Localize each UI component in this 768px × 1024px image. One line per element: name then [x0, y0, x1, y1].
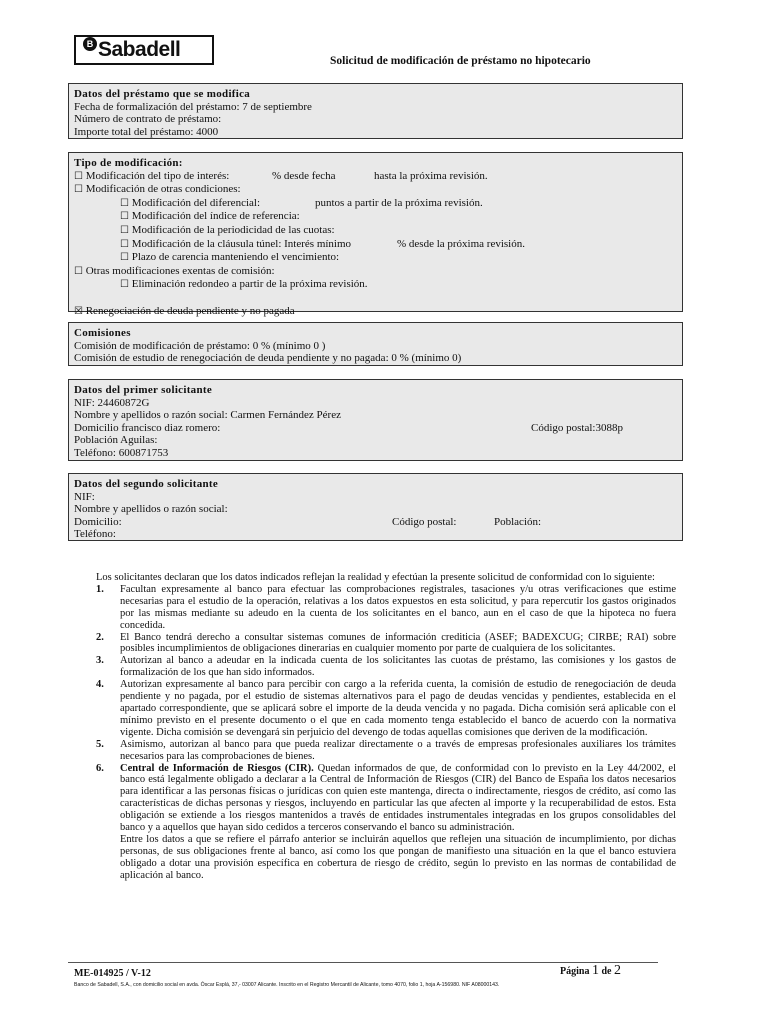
loan-contract: Número de contrato de préstamo:	[74, 113, 222, 126]
applicant1-address-row	[74, 422, 677, 435]
loan-data-section	[68, 83, 683, 139]
applicant1-city: Población Aguilas:	[74, 434, 158, 447]
item-number: 5.	[96, 738, 104, 750]
item-text: Asimismo, autorizan al banco para que pueda realizar directamente o a través de empresas profesionales auxiliares los trámites necesarios para las comprobaciones de bienes.	[120, 738, 676, 762]
applicant2-city: Población:	[494, 515, 542, 528]
item-text: Autorizan expresamente al banco para percibir con cargo a la referida cuenta, la comisión de estudio de renegociación de deuda pendiente y no pagada, por el estudio de sistemas alternativos para el pago de deudas vencidas y pendientes, establecida en el apartado correspondiente, que se aplicará sobre el importe de la deuda vencida y no pagada. Dicha comisión será aplicable con el mínimo previsto en el presente documento o el que en cada momento tenga establecido el banco de acuerdo con la normativa vigente. Dicha comisión se devengará sin perjuicio del devengo de todas aquellas comisiones que deriven de la modificación.	[120, 679, 676, 738]
declaration-item-6-paragraph-2	[96, 834, 676, 882]
applicant2-phone: Teléfono:	[74, 528, 116, 541]
first-applicant-section	[68, 379, 683, 461]
page-number: 1	[591, 963, 599, 978]
applicant2-nif: NIF:	[74, 490, 95, 503]
checkbox-rounding[interactable]: ☐	[120, 279, 129, 291]
item-text: Entre los datos a que se refiere el párrafo anterior se incluirán aquellos que reflejen una situación de incumplimiento, por dichas personas, de sus obligaciones frente al banco, así como los que pongan de manifiesto una situación en la que el banco estuviera obligado a dotar una provisión específica en cobertura de riesgo de crédito, según lo previsto en las normas de contabilidad de aplicación al banco.	[120, 833, 676, 881]
loan-section-title: Datos del préstamo que se modifica	[74, 88, 251, 100]
interest-from-label: % desde fecha	[272, 169, 336, 182]
loan-amount: Importe total del préstamo: 4000	[74, 125, 219, 138]
renegotiation-label: Renegociación de deuda pendiente y no pagada	[85, 304, 295, 317]
checkbox-other-conditions[interactable]: ☐	[74, 184, 83, 196]
fees-section	[68, 322, 683, 366]
applicant1-name: Nombre y apellidos o razón social: Carmen Fernández Pérez	[74, 409, 341, 422]
checkbox-exempt[interactable]: ☐	[74, 265, 83, 277]
second-applicant-section	[68, 473, 683, 541]
checkbox-differential[interactable]: ☐	[120, 197, 129, 209]
declaration-intro: Los solicitantes declaran que los datos indicados reflejan la realidad y efectúan la presente solicitud de conformidad con lo siguiente:	[96, 572, 655, 583]
item-text: El Banco tendrá derecho a consultar sistemas comunes de información crediticia (ASEF; BADEXCUG; CIRBE; RAI) sobre posibles incumplimientos de obligaciones dinerarias en cualquier momento por parte de cualquiera de los solicitantes.	[120, 631, 676, 655]
applicant1-nif: NIF: 24460872G	[74, 396, 150, 409]
checkbox-periodicity[interactable]: ☐	[120, 224, 129, 236]
page-of: de	[601, 966, 612, 977]
applicant2-name: Nombre y apellidos o razón social:	[74, 503, 228, 516]
rounding-label: Eliminación redondeo a partir de la próxima revisión.	[131, 278, 368, 291]
differential-row	[74, 197, 677, 211]
item-number: 6.	[96, 762, 104, 774]
item-text: Facultan expresamente al banco para efectuar las comprobaciones registrales, tasaciones y/u otras verificaciones que estime necesarias para el estudio de la operación, relativas a los datos expuestos en esta solicitud, y para repercutir los gastos originados por las mismas mediante su adeudo en la cuenta de los solicitantes en el banco, aun en el caso de que la hipoteca no fuera concedida.	[120, 583, 676, 631]
sabadell-logo	[74, 35, 214, 65]
checkbox-renegotiation-checked[interactable]: ☒	[74, 305, 83, 317]
cir-heading: Central de Información de Riesgos (CIR).	[120, 762, 314, 774]
reference-index-row	[74, 210, 677, 224]
applicant1-phone: Teléfono: 600871753	[74, 446, 169, 459]
other-conditions-label: Modificación de otras condiciones:	[85, 183, 241, 196]
checkbox-reference-index[interactable]: ☐	[120, 211, 129, 223]
loan-date: Fecha de formalización del préstamo: 7 de septiembre	[74, 100, 312, 113]
declaration-item-6	[96, 763, 676, 834]
declaration-item-2	[96, 632, 676, 656]
modification-section	[68, 152, 683, 317]
item-number: 3.	[96, 655, 104, 667]
interest-until-label: hasta la próxima revisión.	[374, 169, 488, 182]
rounding-row	[74, 278, 677, 292]
grace-row	[74, 251, 677, 265]
tunnel-from-label: % desde la próxima revisión.	[397, 237, 525, 250]
page-label: Página	[560, 966, 590, 977]
checkbox-tunnel[interactable]: ☐	[120, 238, 129, 250]
checkbox-grace[interactable]: ☐	[120, 252, 129, 264]
tunnel-row	[74, 238, 677, 252]
applicant2-postal: Código postal:	[392, 515, 457, 528]
modification-fee: Comisión de modificación de préstamo: 0 % (mínimo 0 )	[74, 339, 326, 352]
interest-label: Modificación del tipo de interés:	[85, 169, 230, 182]
declaration-item-4	[96, 679, 676, 739]
second-applicant-title: Datos del segundo solicitante	[74, 478, 219, 490]
differential-points-label: puntos a partir de la próxima revisión.	[315, 196, 483, 209]
declaration-text	[96, 572, 676, 882]
study-fee: Comisión de estudio de renegociación de deuda pendiente y no pagada: 0 % (mínimo 0)	[74, 352, 462, 365]
declaration-item-3	[96, 655, 676, 679]
interest-row	[74, 170, 677, 184]
reference-index-label: Modificación del índice de referencia:	[131, 210, 300, 223]
checkbox-interest[interactable]: ☐	[74, 170, 83, 182]
logo-text: Sabadell	[98, 38, 181, 61]
applicant2-address-row	[74, 516, 677, 529]
document-title: Solicitud de modificación de préstamo no hipotecario	[330, 55, 591, 67]
periodicity-label: Modificación de la periodicidad de las cuotas:	[131, 223, 335, 236]
page-indicator	[560, 965, 621, 979]
item-number: 4.	[96, 679, 104, 691]
item-number: 1.	[96, 583, 104, 595]
item-text: Quedan informados de que, de conformidad con lo previsto en la Ley 44/2002, el banco está legalmente obligado a declarar a la Central de Información de Riesgos (CIR) del Banco de España los datos necesarios para identificar a las personas físicas o jurídicas con quien este mantenga, directa o indirectamente, riesgos de crédito, así como las características de dichas personas y riesgos, incluyendo en particular las que afecten al importe y la recuperabilidad de estos. Esta obligación se extiende a los riesgos mantenidos a través de entidades instrumentales integradas en los grupos consolidables del banco y a aquellos que hayan sido cedidos a terceros conservando el banco su administración.	[120, 762, 676, 834]
differential-label: Modificación del diferencial:	[131, 196, 260, 209]
applicant1-postal: Código postal:3088p	[531, 421, 623, 434]
other-conditions-row	[74, 183, 677, 197]
footer-divider	[68, 962, 658, 963]
logo-mark-icon: B	[83, 37, 97, 51]
legal-notice: Banco de Sabadell, S.A., con domicilio social en avda. Óscar Esplá, 37,- 03007 Alicante. Inscrito en el Registro Mercantil de Alicante, tomo 4070, folio 1, hoja A-156980. NIF A08000143.	[74, 982, 500, 988]
declaration-item-1	[96, 584, 676, 632]
modification-section-title: Tipo de modificación:	[74, 157, 183, 169]
page-total: 2	[613, 963, 621, 978]
exempt-label: Otras modificaciones exentas de comisión:	[85, 264, 275, 277]
periodicity-row	[74, 224, 677, 238]
item-text: Autorizan al banco a adeudar en la indicada cuenta de los solicitantes las cuotas de préstamo, las comisiones y los gastos de formalización de los que han sido informados.	[120, 655, 676, 679]
item-number: 2.	[96, 631, 104, 643]
exempt-row	[74, 265, 677, 279]
declaration-item-5	[96, 739, 676, 763]
first-applicant-title: Datos del primer solicitante	[74, 384, 213, 396]
fees-section-title: Comisiones	[74, 327, 131, 339]
applicant2-address: Domicilio:	[74, 515, 122, 528]
applicant1-address: Domicilio francisco diaz romero:	[74, 421, 221, 434]
tunnel-label: Modificación de la cláusula túnel: Interés mínimo	[131, 237, 352, 250]
grace-label: Plazo de carencia manteniendo el vencimiento:	[131, 251, 340, 264]
form-code: ME-014925 / V-12	[74, 968, 151, 979]
renegotiation-row	[74, 305, 677, 319]
